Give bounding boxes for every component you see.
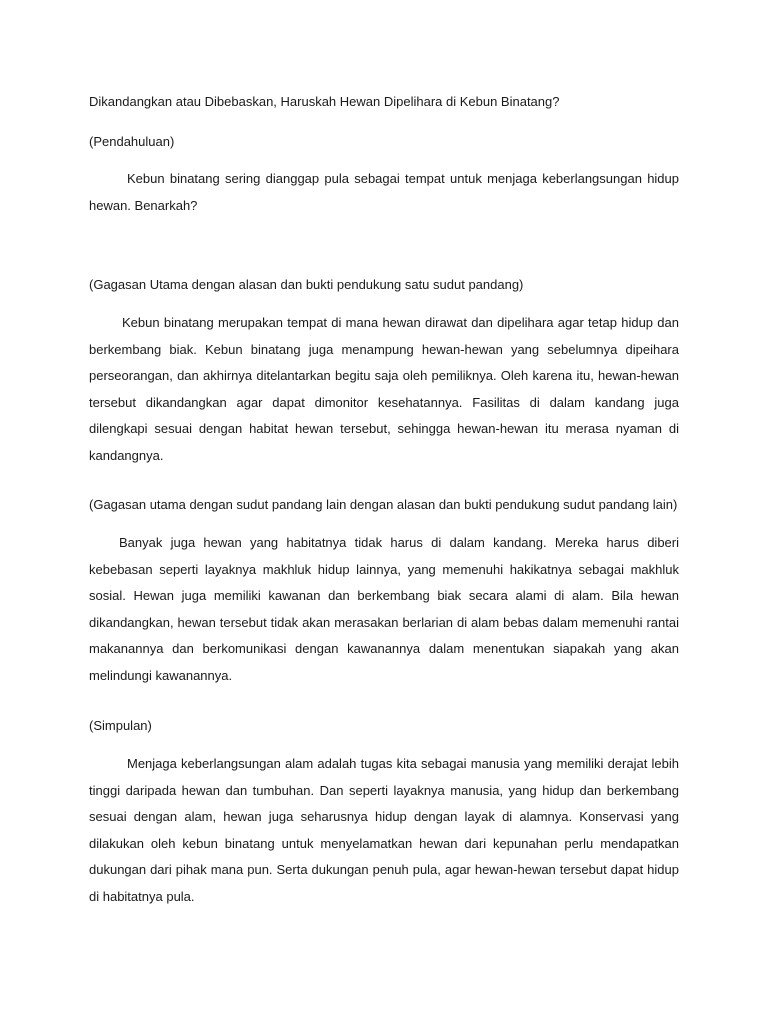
section-heading-gagasan-utama: (Gagasan Utama dengan alasan dan bukti pendukung satu sudut pandang) xyxy=(89,277,524,292)
section-heading-sudut-pandang-lain: (Gagasan utama dengan sudut pandang lain dengan alasan dan bukti pendukung sudut pandang lain) xyxy=(89,497,678,512)
paragraph-sudut-pandang-lain: Banyak juga hewan yang habitatnya tidak harus di dalam kandang. Mereka harus diberi kebebasan seperti layaknya makhluk hidup lainnya, yang memenuhi hakikatnya sebagai makhluk sosial. Hewan juga memiliki kawanan dan berkembang biak secara alami di alam. Bila hewan dikandangkan, hewan tersebut tidak akan merasakan berlarian di alam bebas dalam memenuhi rantai makanannya dan berkomunikasi dengan kawanannya dalam menentukan siapakah yang akan melindungi kawanannya. xyxy=(89,535,679,683)
section-heading-simpulan: (Simpulan) xyxy=(89,718,152,733)
paragraph-pendahuluan: Kebun binatang sering dianggap pula sebagai tempat untuk menjaga keberlangsungan hidup hewan. Benarkah? xyxy=(89,171,679,213)
document-title: Dikandangkan atau Dibebaskan, Haruskah Hewan Dipelihara di Kebun Binatang? xyxy=(89,94,560,109)
paragraph-gagasan-utama: Kebun binatang merupakan tempat di mana hewan dirawat dan dipelihara agar tetap hidup dan berkembang biak. Kebun binatang juga menampung hewan-hewan yang sebelumnya dipeihara perseorangan, dan akhirnya ditelantarkan begitu saja oleh pemiliknya. Oleh karena itu, hewan-hewan tersebut dikandangkan agar dapat dimonitor kesehatannya. Fasilitas di dalam kandang juga dilengkapi sesuai dengan habitat hewan tersebut, sehingga hewan-hewan itu merasa nyaman di kandangnya. xyxy=(89,315,679,463)
section-heading-pendahuluan: (Pendahuluan) xyxy=(89,134,175,149)
paragraph-simpulan: Menjaga keberlangsungan alam adalah tugas kita sebagai manusia yang memiliki derajat lebih tinggi daripada hewan dan tumbuhan. Dan seperti layaknya manusia, yang hidup dan berkembang sesuai dengan alam, hewan juga seharusnya hidup dengan layak di alamnya. Konservasi yang dilakukan oleh kebun binatang untuk menyelamatkan hewan dari kepunahan perlu mendapatkan dukungan dari pihak mana pun. Serta dukungan penuh pula, agar hewan-hewan tersebut dapat hidup di habitatnya pula. xyxy=(89,756,679,904)
